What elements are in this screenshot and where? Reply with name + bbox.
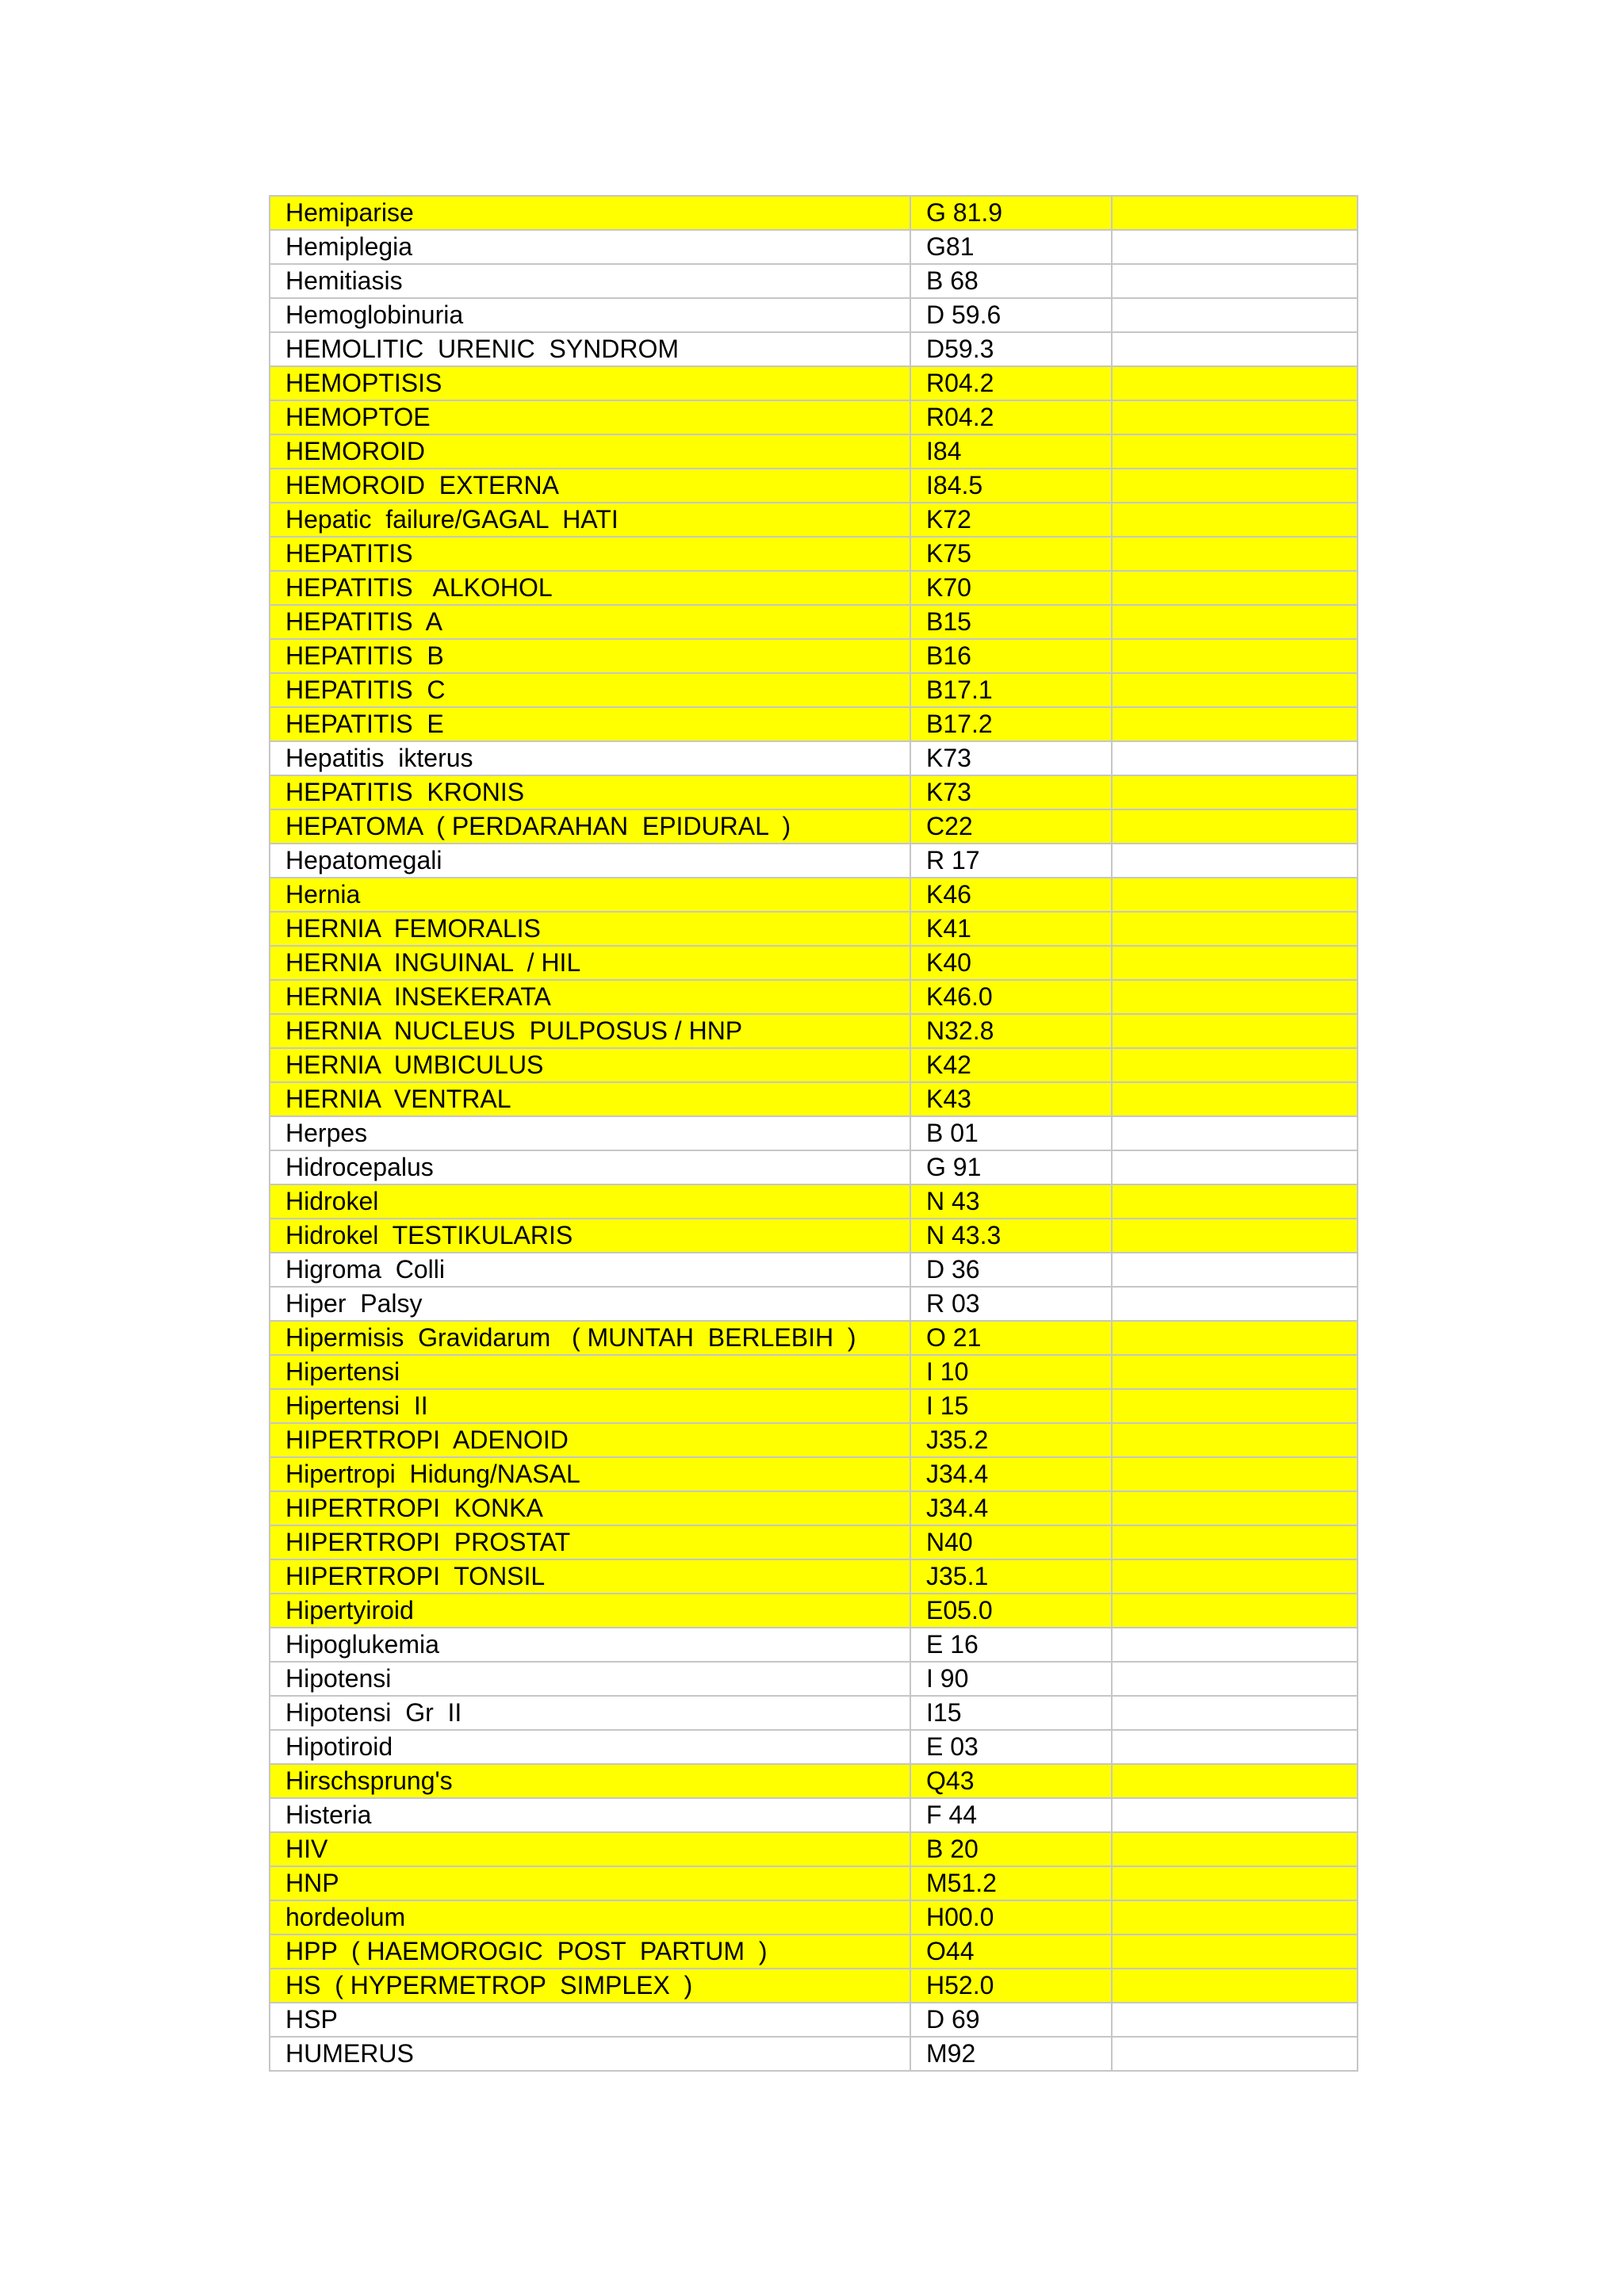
table-row: [270, 537, 1358, 571]
table-row: [270, 605, 1358, 639]
diagnosis-name-cell: Hipermisis Gravidarum ( MUNTAH BERLEBIH ): [270, 1321, 910, 1355]
blank-cell: [1112, 673, 1358, 707]
table-row: [270, 1798, 1358, 1832]
diagnosis-name-cell: HEPATITIS KRONIS: [270, 775, 910, 809]
table-row: [270, 1866, 1358, 1900]
diagnosis-name-cell: Hipertensi: [270, 1355, 910, 1389]
icd-code-cell: E 16: [910, 1628, 1112, 1662]
table-row: [270, 844, 1358, 878]
diagnosis-name-cell: Hepatitis ikterus: [270, 741, 910, 775]
diagnosis-name-cell: hordeolum: [270, 1900, 910, 1934]
table-row: [270, 1116, 1358, 1150]
blank-cell: [1112, 1662, 1358, 1696]
table-row: [270, 1934, 1358, 1969]
diagnosis-name-cell: Hiper Palsy: [270, 1287, 910, 1321]
diagnosis-name-cell: Hipotensi: [270, 1662, 910, 1696]
icd-code-cell: B17.2: [910, 707, 1112, 741]
blank-cell: [1112, 1730, 1358, 1764]
icd-code-cell: J35.1: [910, 1559, 1112, 1594]
diagnosis-name-cell: HSP: [270, 2003, 910, 2037]
diagnosis-name-cell: HEMOROID: [270, 434, 910, 469]
icd-code-cell: B 20: [910, 1832, 1112, 1866]
table-row: [270, 1764, 1358, 1798]
diagnosis-name-cell: HEPATITIS E: [270, 707, 910, 741]
diagnosis-name-cell: Hidrokel TESTIKULARIS: [270, 1219, 910, 1253]
blank-cell: [1112, 1594, 1358, 1628]
diagnosis-name-cell: HIV: [270, 1832, 910, 1866]
diagnosis-name-cell: HERNIA FEMORALIS: [270, 912, 910, 946]
table-body: [270, 196, 1358, 2071]
icd-code-cell: B17.1: [910, 673, 1112, 707]
blank-cell: [1112, 1287, 1358, 1321]
icd-code-cell: K70: [910, 571, 1112, 605]
table-row: [270, 1355, 1358, 1389]
icd-code-cell: D59.3: [910, 332, 1112, 366]
blank-cell: [1112, 1355, 1358, 1389]
diagnosis-name-cell: HIPERTROPI ADENOID: [270, 1423, 910, 1457]
blank-cell: [1112, 1525, 1358, 1559]
table-row: [270, 1457, 1358, 1491]
icd-code-cell: R 03: [910, 1287, 1112, 1321]
table-row: [270, 1832, 1358, 1866]
icd-code-cell: O 21: [910, 1321, 1112, 1355]
table-row: [270, 1423, 1358, 1457]
icd-code-cell: E 03: [910, 1730, 1112, 1764]
table-row: [270, 1730, 1358, 1764]
table-row: [270, 1253, 1358, 1287]
table-row: [270, 878, 1358, 912]
icd-code-cell: J34.4: [910, 1457, 1112, 1491]
table-row: [270, 434, 1358, 469]
icd-code-cell: Q43: [910, 1764, 1112, 1798]
diagnosis-name-cell: HEPATITIS ALKOHOL: [270, 571, 910, 605]
blank-cell: [1112, 2003, 1358, 2037]
table-row: [270, 1219, 1358, 1253]
blank-cell: [1112, 1457, 1358, 1491]
icd-code-cell: H52.0: [910, 1969, 1112, 2003]
icd-code-cell: C22: [910, 809, 1112, 844]
table-row: [270, 571, 1358, 605]
table-row: [270, 980, 1358, 1014]
table-row: [270, 400, 1358, 434]
diagnosis-name-cell: HIPERTROPI TONSIL: [270, 1559, 910, 1594]
diagnosis-name-cell: Hipertyiroid: [270, 1594, 910, 1628]
blank-cell: [1112, 2037, 1358, 2071]
icd-code-cell: I84: [910, 434, 1112, 469]
icd-code-cell: B16: [910, 639, 1112, 673]
table-row: [270, 1491, 1358, 1525]
table-row: [270, 469, 1358, 503]
icd-code-cell: J34.4: [910, 1491, 1112, 1525]
icd-code-cell: F 44: [910, 1798, 1112, 1832]
diagnosis-name-cell: HEPATITIS: [270, 537, 910, 571]
blank-cell: [1112, 605, 1358, 639]
table-row: [270, 2037, 1358, 2071]
icd-code-cell: K43: [910, 1082, 1112, 1116]
diagnosis-name-cell: HERNIA INGUINAL / HIL: [270, 946, 910, 980]
blank-cell: [1112, 400, 1358, 434]
diagnosis-name-cell: HEMOROID EXTERNA: [270, 469, 910, 503]
blank-cell: [1112, 1491, 1358, 1525]
blank-cell: [1112, 809, 1358, 844]
icd-code-cell: R04.2: [910, 366, 1112, 400]
diagnosis-name-cell: HERNIA INSEKERATA: [270, 980, 910, 1014]
diagnosis-name-cell: HEMOLITIC URENIC SYNDROM: [270, 332, 910, 366]
table-row: [270, 1389, 1358, 1423]
table-row: [270, 230, 1358, 264]
blank-cell: [1112, 434, 1358, 469]
blank-cell: [1112, 1150, 1358, 1184]
diagnosis-name-cell: Hernia: [270, 878, 910, 912]
blank-cell: [1112, 1832, 1358, 1866]
icd-code-cell: G 81.9: [910, 196, 1112, 230]
diagnosis-name-cell: HIPERTROPI PROSTAT: [270, 1525, 910, 1559]
icd-code-cell: K72: [910, 503, 1112, 537]
table-row: [270, 741, 1358, 775]
icd-code-cell: I84.5: [910, 469, 1112, 503]
table-row: [270, 1048, 1358, 1082]
diagnosis-name-cell: HEPATITIS A: [270, 605, 910, 639]
table-row: [270, 332, 1358, 366]
table-row: [270, 298, 1358, 332]
icd-code-cell: K73: [910, 741, 1112, 775]
icd-code-cell: N32.8: [910, 1014, 1112, 1048]
icd-code-cell: K46: [910, 878, 1112, 912]
icd-code-cell: D 36: [910, 1253, 1112, 1287]
icd-code-cell: K41: [910, 912, 1112, 946]
blank-cell: [1112, 298, 1358, 332]
icd-code-cell: N 43.3: [910, 1219, 1112, 1253]
icd-code-cell: N 43: [910, 1184, 1112, 1219]
blank-cell: [1112, 1798, 1358, 1832]
diagnosis-name-cell: HERNIA VENTRAL: [270, 1082, 910, 1116]
blank-cell: [1112, 1389, 1358, 1423]
blank-cell: [1112, 878, 1358, 912]
diagnosis-name-cell: Hemoglobinuria: [270, 298, 910, 332]
blank-cell: [1112, 980, 1358, 1014]
icd-code-cell: N40: [910, 1525, 1112, 1559]
blank-cell: [1112, 469, 1358, 503]
diagnosis-name-cell: HEPATITIS B: [270, 639, 910, 673]
blank-cell: [1112, 707, 1358, 741]
icd-code-cell: D 69: [910, 2003, 1112, 2037]
icd-code-cell: G 91: [910, 1150, 1112, 1184]
blank-cell: [1112, 1184, 1358, 1219]
blank-cell: [1112, 1900, 1358, 1934]
diagnosis-name-cell: Hipertropi Hidung/NASAL: [270, 1457, 910, 1491]
diagnosis-name-cell: HEMOPTOE: [270, 400, 910, 434]
blank-cell: [1112, 332, 1358, 366]
table-row: [270, 1150, 1358, 1184]
diagnosis-name-cell: Hipotiroid: [270, 1730, 910, 1764]
table-row: [270, 2003, 1358, 2037]
icd-code-cell: B15: [910, 605, 1112, 639]
blank-cell: [1112, 639, 1358, 673]
blank-cell: [1112, 1934, 1358, 1969]
icd-code-cell: K42: [910, 1048, 1112, 1082]
diagnosis-name-cell: HNP: [270, 1866, 910, 1900]
blank-cell: [1112, 230, 1358, 264]
diagnosis-name-cell: Herpes: [270, 1116, 910, 1150]
blank-cell: [1112, 503, 1358, 537]
table-row: [270, 946, 1358, 980]
blank-cell: [1112, 741, 1358, 775]
blank-cell: [1112, 1559, 1358, 1594]
diagnosis-name-cell: Hirschsprung's: [270, 1764, 910, 1798]
table-row: [270, 707, 1358, 741]
diagnosis-name-cell: Hidrokel: [270, 1184, 910, 1219]
diagnosis-name-cell: HPP ( HAEMOROGIC POST PARTUM ): [270, 1934, 910, 1969]
icd-code-cell: G81: [910, 230, 1112, 264]
diagnosis-name-cell: Histeria: [270, 1798, 910, 1832]
blank-cell: [1112, 1219, 1358, 1253]
table-row: [270, 673, 1358, 707]
table-row: [270, 1559, 1358, 1594]
blank-cell: [1112, 264, 1358, 298]
blank-cell: [1112, 537, 1358, 571]
diagnosis-name-cell: HEPATOMA ( PERDARAHAN EPIDURAL ): [270, 809, 910, 844]
icd-code-cell: D 59.6: [910, 298, 1112, 332]
blank-cell: [1112, 1969, 1358, 2003]
icd-code-cell: R 17: [910, 844, 1112, 878]
icd-code-cell: E05.0: [910, 1594, 1112, 1628]
icd-code-cell: I 15: [910, 1389, 1112, 1423]
table-row: [270, 264, 1358, 298]
table-row: [270, 1696, 1358, 1730]
blank-cell: [1112, 1253, 1358, 1287]
diagnosis-name-cell: HUMERUS: [270, 2037, 910, 2071]
blank-cell: [1112, 366, 1358, 400]
icd-code-cell: K75: [910, 537, 1112, 571]
diagnosis-name-cell: HERNIA NUCLEUS PULPOSUS / HNP: [270, 1014, 910, 1048]
table-row: [270, 809, 1358, 844]
icd-code-cell: M92: [910, 2037, 1112, 2071]
blank-cell: [1112, 844, 1358, 878]
table-row: [270, 775, 1358, 809]
icd-code-cell: H00.0: [910, 1900, 1112, 1934]
table-row: [270, 1662, 1358, 1696]
blank-cell: [1112, 1321, 1358, 1355]
icd-code-cell: R04.2: [910, 400, 1112, 434]
diagnosis-name-cell: HS ( HYPERMETROP SIMPLEX ): [270, 1969, 910, 2003]
blank-cell: [1112, 912, 1358, 946]
diagnosis-name-cell: HEPATITIS C: [270, 673, 910, 707]
table-row: [270, 1525, 1358, 1559]
table-row: [270, 366, 1358, 400]
blank-cell: [1112, 1696, 1358, 1730]
blank-cell: [1112, 1048, 1358, 1082]
table-row: [270, 1082, 1358, 1116]
blank-cell: [1112, 1082, 1358, 1116]
diagnosis-name-cell: Hemiplegia: [270, 230, 910, 264]
blank-cell: [1112, 1866, 1358, 1900]
icd-code-cell: B 01: [910, 1116, 1112, 1150]
icd-code-cell: I15: [910, 1696, 1112, 1730]
blank-cell: [1112, 1423, 1358, 1457]
table-row: [270, 639, 1358, 673]
diagnosis-name-cell: Hidrocepalus: [270, 1150, 910, 1184]
table-row: [270, 503, 1358, 537]
diagnosis-name-cell: Hemitiasis: [270, 264, 910, 298]
diagnosis-name-cell: Hepatomegali: [270, 844, 910, 878]
icd-code-cell: K73: [910, 775, 1112, 809]
table-row: [270, 1594, 1358, 1628]
diagnosis-name-cell: Higroma Colli: [270, 1253, 910, 1287]
diagnosis-name-cell: HERNIA UMBICULUS: [270, 1048, 910, 1082]
diagnosis-name-cell: Hipotensi Gr II: [270, 1696, 910, 1730]
table-row: [270, 912, 1358, 946]
diagnosis-name-cell: Hepatic failure/GAGAL HATI: [270, 503, 910, 537]
diagnosis-name-cell: HIPERTROPI KONKA: [270, 1491, 910, 1525]
icd-code-cell: I 10: [910, 1355, 1112, 1389]
icd-code-cell: K46.0: [910, 980, 1112, 1014]
table-row: [270, 1287, 1358, 1321]
table-row: [270, 1628, 1358, 1662]
blank-cell: [1112, 775, 1358, 809]
diagnosis-name-cell: Hipertensi II: [270, 1389, 910, 1423]
icd-code-cell: I 90: [910, 1662, 1112, 1696]
diagnosis-name-cell: HEMOPTISIS: [270, 366, 910, 400]
table-row: [270, 1321, 1358, 1355]
icd-code-cell: K40: [910, 946, 1112, 980]
table-row: [270, 1969, 1358, 2003]
icd-code-cell: J35.2: [910, 1423, 1112, 1457]
diagnosis-name-cell: Hemiparise: [270, 196, 910, 230]
blank-cell: [1112, 1628, 1358, 1662]
table-row: [270, 1014, 1358, 1048]
diagnosis-code-table: [269, 195, 1358, 2072]
blank-cell: [1112, 1116, 1358, 1150]
blank-cell: [1112, 1014, 1358, 1048]
table-row: [270, 1900, 1358, 1934]
blank-cell: [1112, 946, 1358, 980]
icd-code-cell: M51.2: [910, 1866, 1112, 1900]
icd-code-cell: B 68: [910, 264, 1112, 298]
blank-cell: [1112, 571, 1358, 605]
blank-cell: [1112, 1764, 1358, 1798]
icd-code-cell: O44: [910, 1934, 1112, 1969]
table-row: [270, 196, 1358, 230]
diagnosis-name-cell: Hipoglukemia: [270, 1628, 910, 1662]
table-row: [270, 1184, 1358, 1219]
blank-cell: [1112, 196, 1358, 230]
